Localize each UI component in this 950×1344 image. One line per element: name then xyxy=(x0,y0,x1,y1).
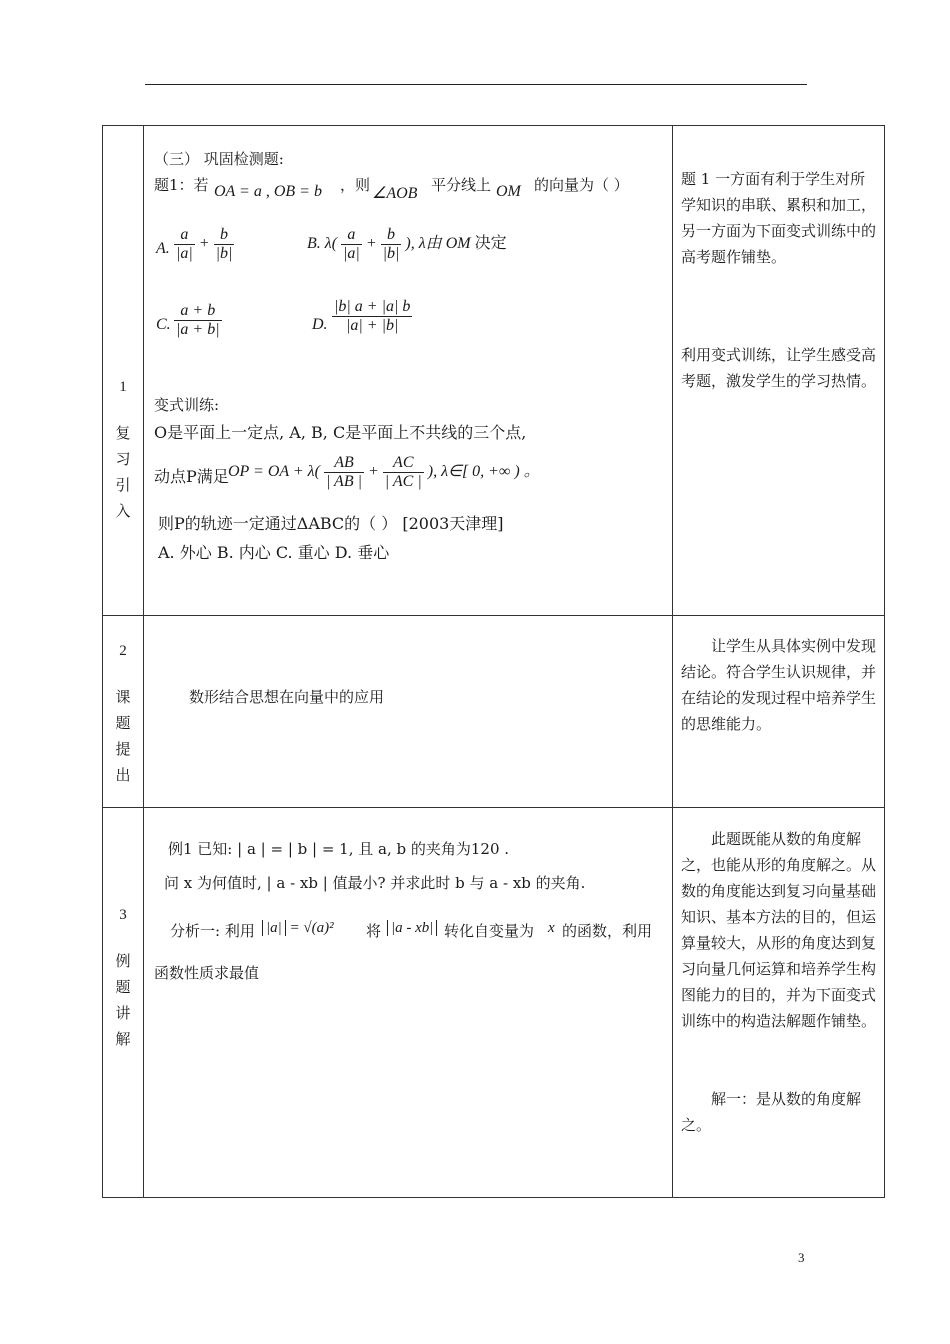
variant-line: O是平面上一定点, A, B, C是平面上不共线的三个点, xyxy=(154,423,527,442)
option-a-formula: $\frac{a}{|a|}$ + $\frac{b}{|b|}$ xyxy=(176,226,233,262)
section-content: 例1 已知: | a | = | b | = 1, 且 a, b 的夹角为120 . 问 x 为何值时, | a - xb | 值最小? 并求此时 b 与 a - xb 的夹角. 分析一: 利用 |a| = √(a)² 将 |a - xb| 转化自变量为 x 的函数，利用 函数性质求最值 xyxy=(144,808,673,1198)
note-paragraph: 解一：是从数的角度解之。 xyxy=(681,1090,862,1134)
teaching-note xyxy=(673,808,885,1198)
topic-title: 数形结合思想在向量中的应用 xyxy=(189,688,385,706)
analysis-formula: |a| = √(a)² xyxy=(262,920,334,937)
option-d-label: D. xyxy=(312,316,328,333)
option-d-formula: $\frac{|b| a + |a| b}{|a| + |b|}$ xyxy=(334,298,411,334)
table-row xyxy=(103,126,885,616)
question-prefix: 题1：若 xyxy=(154,176,209,194)
section-content xyxy=(144,616,673,808)
option-c-label: C. xyxy=(156,316,171,333)
note-paragraph: 利用变式训练，让学生感受高考题，激发学生的学习热情。 xyxy=(681,346,877,390)
example-statement: 例1 已知: | a | = | b | = 1, 且 a, b 的夹角为120 . xyxy=(168,840,510,858)
section-label: 1 复 习 引 入 xyxy=(103,126,144,616)
analysis-text: 分析一: 利用 xyxy=(170,922,255,940)
math-expression: OA = a , OB = b xyxy=(214,183,322,200)
example-statement: 问 x 为何值时, | a - xb | 值最小? 并求此时 b 与 a - xb 的夹角. xyxy=(164,874,586,892)
lesson-plan-table xyxy=(102,125,885,1198)
analysis-text: 函数性质求最值 xyxy=(154,964,260,982)
math-expression: ∠AOB xyxy=(372,185,418,202)
table-row xyxy=(103,616,885,808)
variant-title: 变式训练: xyxy=(154,396,220,414)
section-label: 3 例 题 讲 解 xyxy=(103,808,144,1198)
section-label: 2 课 题 提 出 xyxy=(103,616,144,808)
variant-line: 则P的轨迹一定通过ΔABC的（ ） [2003天津理] xyxy=(158,514,504,533)
teaching-note xyxy=(673,126,885,616)
section-content: （三） 巩固检测题: 题1：若 OA = a , OB = b ，则 ∠AOB 平分线上 OM 的向量为（ ） A. $\frac{a}{|a|}$ + $\frac{b}{|b|}$ B. λ( $\frac{a}{|a|}$ + $\frac{b}{|b|}$ ), λ由 OM 决定 C. $\frac{a + b}{|a + b|}$ D. $\frac{|b| a + |a| b}{|a| + |b|}$ 变式训练: O是平面上一定点, A, B, C是平面上不共线的三个点, 动点P满足 OP = OA + λ( $\frac{AB}{| AB |}$ + $\frac{AC}{| AC |}$ ), λ∈[ 0, +∞ ) 。 则P的轨迹一定通过ΔABC的（ ） [2003天津理] A. 外心 B. 内心 C. 重心 D. 垂心 xyxy=(144,126,673,616)
option-c-formula: $\frac{a + b}{|a + b|}$ xyxy=(176,302,220,338)
page-number: 3 xyxy=(798,1250,805,1265)
math-expression: OM xyxy=(496,183,521,200)
option-a-label: A. xyxy=(156,240,170,257)
teaching-note xyxy=(673,616,885,808)
option-b-formula: B. λ( $\frac{a}{|a|}$ + $\frac{b}{|b|}$ ), λ由 OM 决定 xyxy=(307,226,507,262)
section-number: 1 xyxy=(119,379,127,395)
subsection-heading: （三） 巩固检测题: xyxy=(154,150,284,168)
variant-options: A. 外心 B. 内心 C. 重心 D. 垂心 xyxy=(158,543,390,562)
table-row xyxy=(103,808,885,1198)
variant-formula: OP = OA + λ( $\frac{AB}{| AB |}$ + $\frac{AC}{| AC |}$ ), λ∈[ 0, +∞ ) 。 xyxy=(228,454,540,490)
analysis-formula: |a - xb| xyxy=(387,920,437,937)
note-paragraph: 让学生从具体实例中发现结论。符合学生认识规律，并在结论的发现过程中培养学生的思维能力。 xyxy=(681,637,877,733)
section-number: 3 xyxy=(119,907,127,923)
section-number: 2 xyxy=(119,643,127,659)
note-paragraph: 题 1 一方面有利于学生对所学知识的串联、累积和加工，另一方面为下面变式训练中的高考题作铺垫。 xyxy=(681,170,877,266)
header-rule xyxy=(145,84,807,85)
note-paragraph: 此题既能从数的角度解之，也能从形的角度解之。从数的角度能达到复习向量基础知识、基本方法的目的，但运算量较大，从形的角度达到复习向量几何运算和培养学生构图能力的目的，并为下面变式训练中的构造法解题作铺垫。 xyxy=(681,830,877,1030)
variant-line: 动点P满足 xyxy=(154,467,229,486)
